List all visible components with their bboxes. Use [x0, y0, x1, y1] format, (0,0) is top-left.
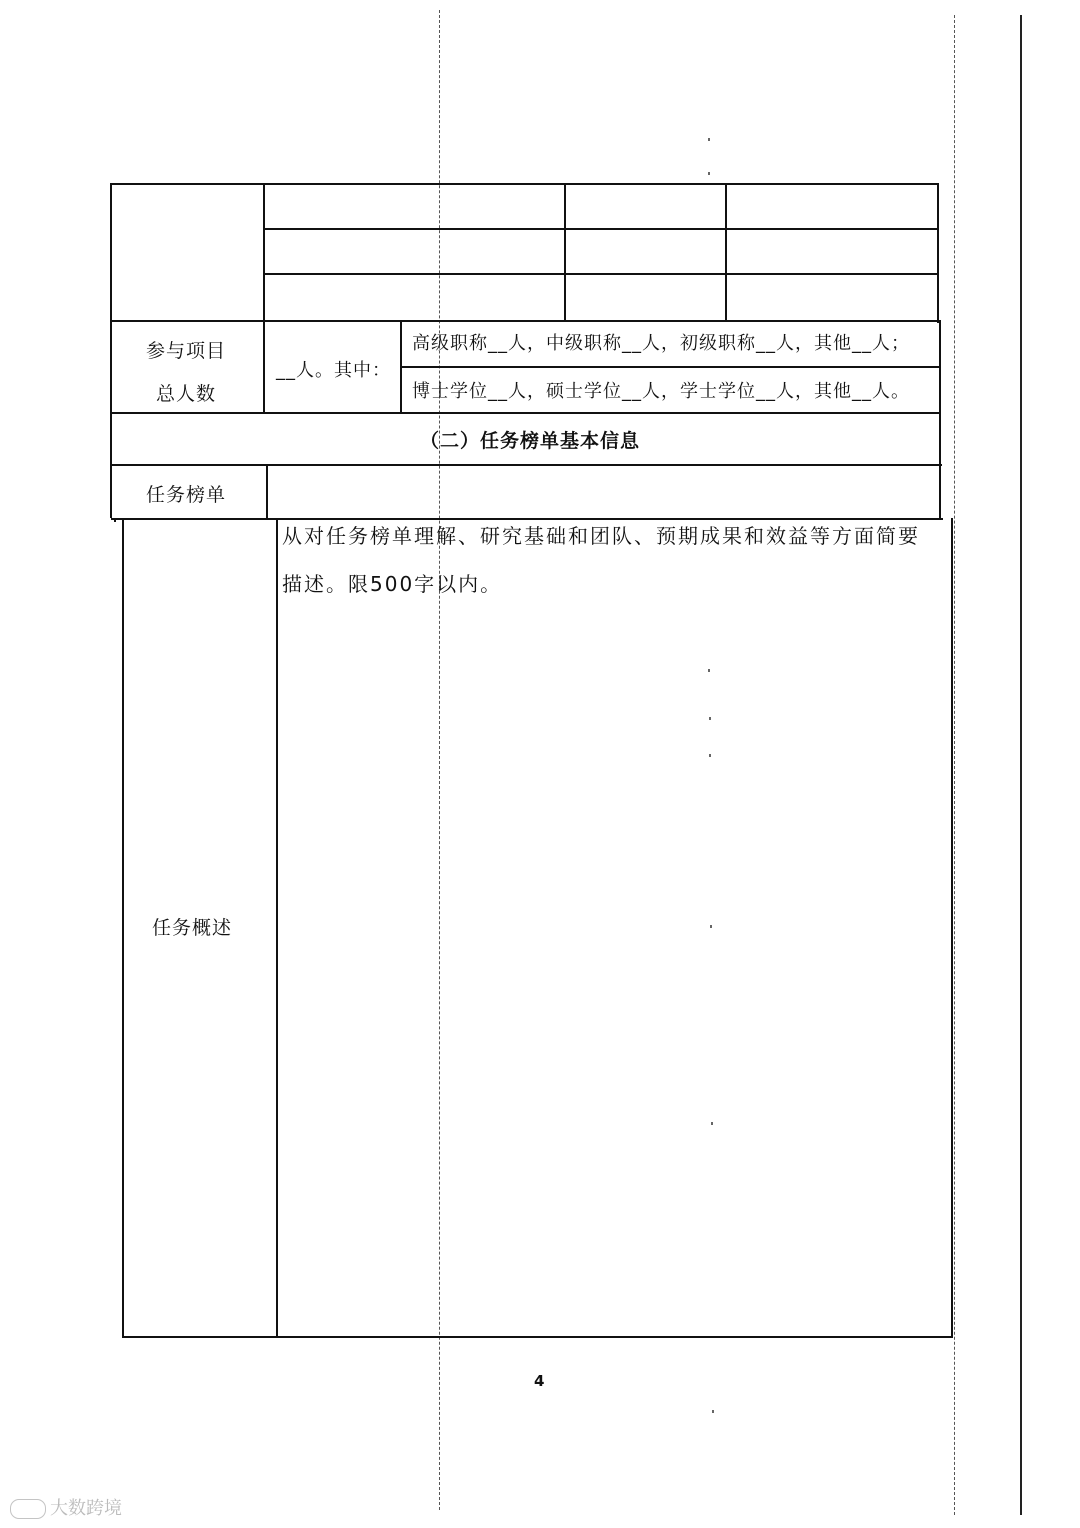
- table-rule: [122, 1336, 953, 1338]
- table-rule: [110, 183, 112, 518]
- table-rule: [937, 183, 939, 323]
- scan-speck: [708, 669, 710, 672]
- scan-speck: [709, 754, 711, 757]
- task-overview-hint: 从对任务榜单理解、研究基础和团队、预期成果和效益等方面简要描述。限500字以内。: [282, 524, 920, 596]
- section-header: （二）任务榜单基本信息: [420, 430, 641, 452]
- table-rule: [400, 366, 940, 368]
- table-rule: [951, 518, 953, 1338]
- page-edge-line: [1020, 15, 1022, 1515]
- table-rule: [939, 320, 941, 520]
- watermark-text: 大数跨境: [50, 1498, 122, 1519]
- watermark-logo-icon: [10, 1499, 46, 1519]
- table-rule: [400, 320, 402, 412]
- table-rule: [111, 464, 942, 466]
- table-rule: [265, 228, 938, 230]
- table-rule: [110, 183, 938, 185]
- table-rule: [110, 320, 940, 322]
- participants-titles: 高级职称__人，中级职称__人，初级职称__人，其他__人；: [412, 333, 910, 354]
- fold-line-left: [439, 10, 440, 1510]
- table-rule: [266, 464, 268, 518]
- table-rule: [265, 273, 938, 275]
- scan-speck: [708, 138, 710, 141]
- task-list-label: 任务榜单: [146, 484, 227, 506]
- fold-line-right: [954, 15, 955, 1515]
- scan-speck: [710, 925, 712, 928]
- scan-speck: [711, 1122, 713, 1125]
- table-rule: [110, 412, 941, 414]
- participants-count: __人。其中：: [276, 360, 391, 381]
- watermark: [10, 1494, 122, 1520]
- table-rule: [122, 520, 124, 1338]
- task-overview-label: 任务概述: [152, 917, 233, 939]
- table-rule: [564, 183, 566, 320]
- participants-label-line2: 总人数: [156, 383, 217, 405]
- participants-label-line1: 参与项目: [146, 340, 227, 362]
- scan-speck: [709, 717, 711, 720]
- table-rule: [263, 183, 265, 413]
- participants-degrees: 博士学位__人，硕士学位__人，学士学位__人，其他__人。: [412, 381, 910, 402]
- table-rule: [114, 518, 116, 522]
- scan-speck: [712, 1410, 714, 1413]
- table-rule: [276, 518, 278, 1338]
- scan-speck: [708, 172, 710, 175]
- page-number: 4: [534, 1372, 545, 1390]
- table-rule: [725, 183, 727, 320]
